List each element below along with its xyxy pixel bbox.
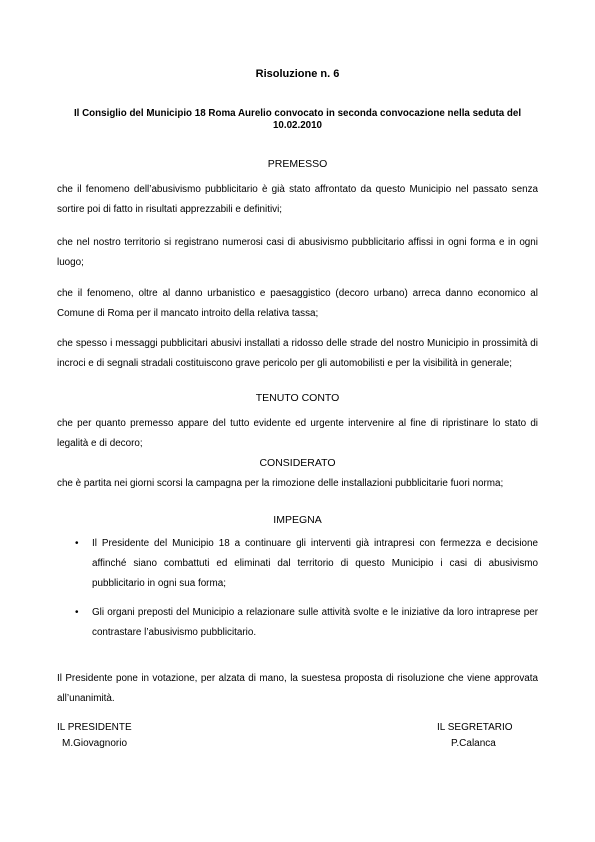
heading-tenuto-conto: TENUTO CONTO bbox=[255, 392, 340, 404]
heading-considerato: CONSIDERATO bbox=[259, 457, 336, 469]
signature-president bbox=[57, 720, 132, 752]
paragraph-2: che nel nostro territorio si registrano numerosi casi di abusivismo pubblicitario affissi in ogni forma e in ogni luogo; bbox=[57, 237, 538, 268]
list-item-text: Gli organi preposti del Municipio a relazionare sulle attività svolte e le iniziative da loro intraprese per contrastare l’abusivismo pubblicitario. bbox=[92, 607, 538, 638]
signature-secretary bbox=[437, 720, 513, 752]
paragraph-3: che il fenomeno, oltre al danno urbanistico e paesaggistico (decoro urbano) arreca danno economico al Comune di Roma per il mancato introito della relativa tassa; bbox=[57, 288, 538, 319]
signature-role: IL SEGRETARIO bbox=[437, 722, 513, 733]
paragraph-5: che per quanto premesso appare del tutto evidente ed urgente intervenire al fine di ripristinare lo stato di legalità e di decoro; bbox=[57, 418, 538, 449]
document-title: Risoluzione n. 6 bbox=[255, 68, 340, 80]
paragraph-6: che è partita nei giorni scorsi la campagna per la rimozione delle installazioni pubblicitarie fuori norma; bbox=[57, 478, 504, 489]
paragraph-1: che il fenomeno dell’abusivismo pubblicitario è già stato affrontato da questo Municipio nel passato senza sortire poi di fatto in risultati apprezzabili e definitivi; bbox=[57, 184, 538, 215]
signature-role: IL PRESIDENTE bbox=[57, 722, 132, 733]
document-subtitle: Il Consiglio del Municipio 18 Roma Aurelio convocato in seconda convocazione nella seduta del 10.02.2010 bbox=[73, 108, 522, 131]
bullet-icon: • bbox=[75, 538, 79, 549]
paragraph-4: che spesso i messaggi pubblicitari abusivi installati a ridosso delle strade del nostro Municipio in prossimità di incroci e di segnali stradali costituiscono grave pericolo per gli automobilisti e per la visibilità in generale; bbox=[57, 338, 538, 369]
list-item-text: Il Presidente del Municipio 18 a continuare gli interventi già intrapresi con fermezza e decisione affinché siano combattuti ed eliminati dal territorio di questo Municipio i casi di abusivismo pubblicitario in ogni sua forma; bbox=[92, 538, 538, 589]
closing-paragraph: Il Presidente pone in votazione, per alzata di mano, la suestesa proposta di risoluzione che viene approvata all’unanimità. bbox=[57, 673, 538, 704]
signature-name: M.Giovagnorio bbox=[62, 738, 128, 749]
signature-name: P.Calanca bbox=[451, 738, 496, 749]
heading-impegna: IMPEGNA bbox=[273, 514, 322, 526]
heading-premesso: PREMESSO bbox=[267, 158, 328, 170]
bullet-icon: • bbox=[75, 607, 79, 618]
